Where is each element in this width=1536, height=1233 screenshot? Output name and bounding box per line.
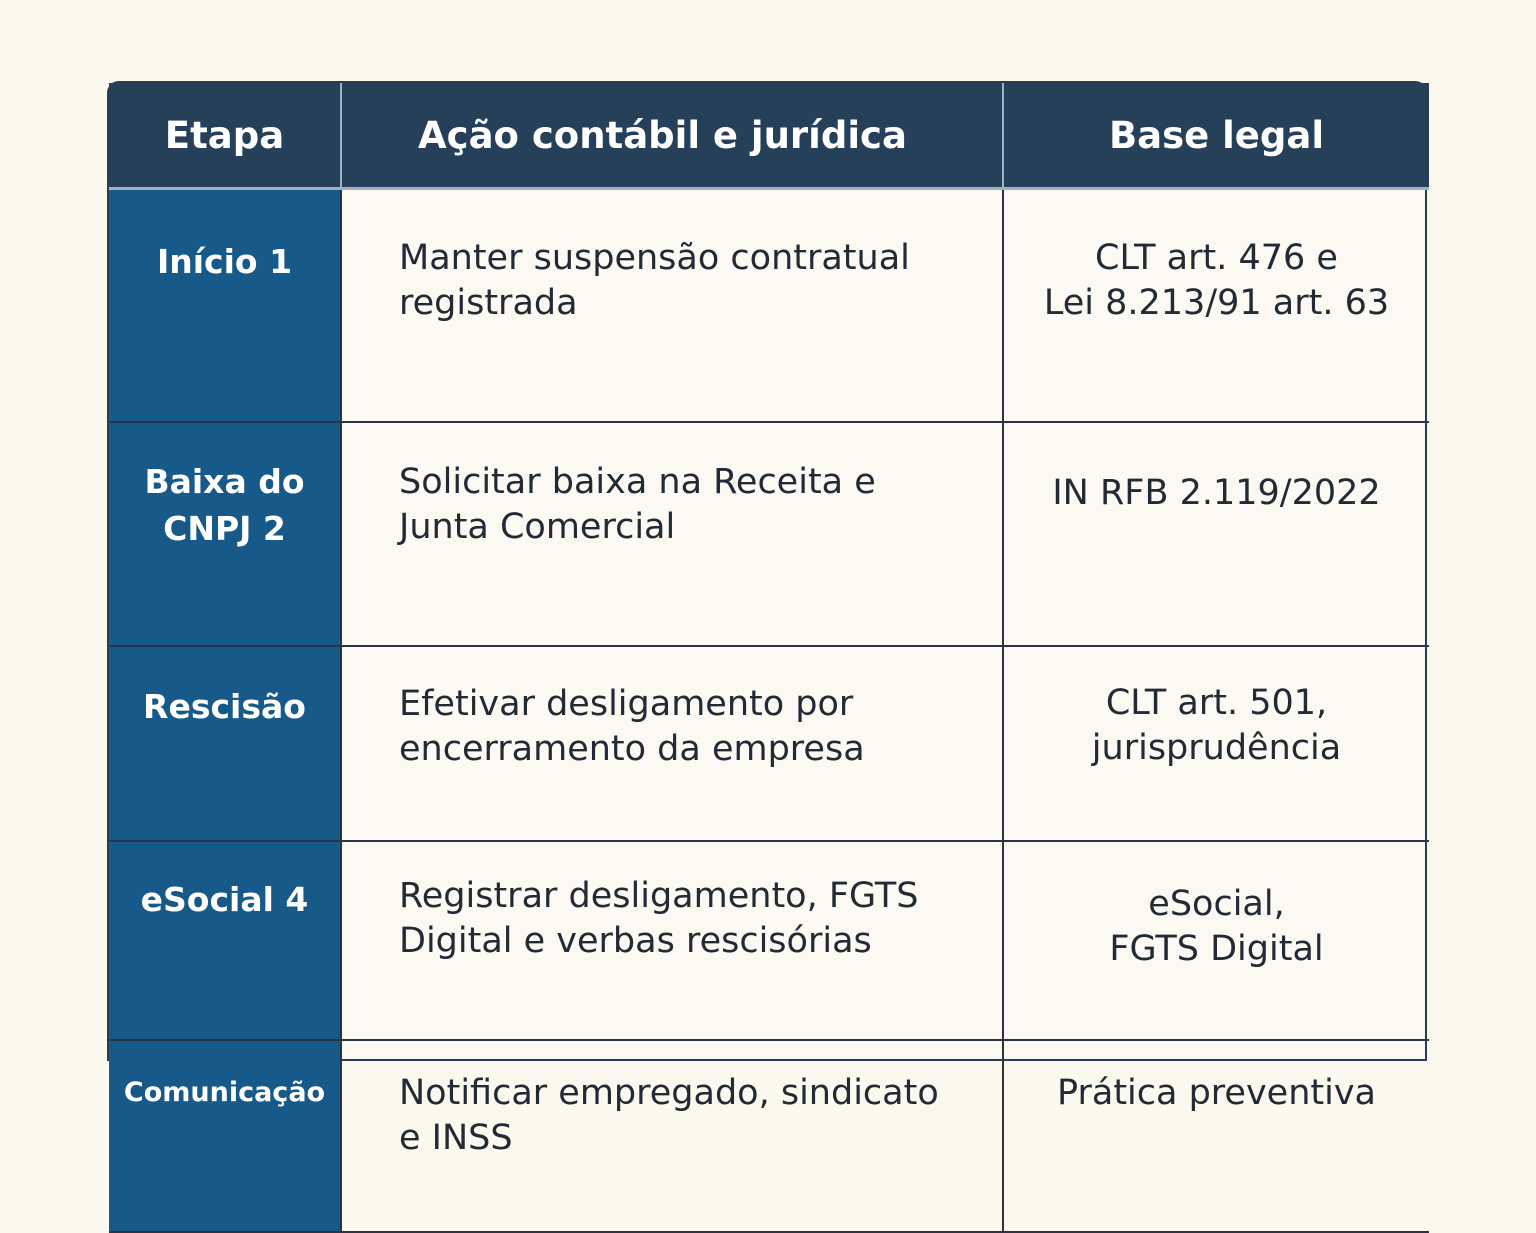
header-acao: Ação contábil e jurídica — [341, 83, 1003, 189]
legal-steps-table-container — [107, 81, 1427, 1158]
etapa-text: Início 1 — [156, 242, 293, 281]
table-row — [109, 189, 1429, 423]
table-row — [109, 1040, 1429, 1232]
etapa-cell — [109, 1040, 341, 1232]
header-etapa: Etapa — [109, 83, 341, 189]
base-legal-cell — [1003, 189, 1429, 423]
table-row — [109, 841, 1429, 1040]
acao-cell — [341, 189, 1003, 423]
etapa-cell — [109, 646, 341, 841]
acao-text: Junta Comercial — [399, 507, 676, 547]
etapa-text: CNPJ 2 — [163, 509, 286, 548]
etapa-text: Baixa do — [144, 462, 305, 501]
header-base-legal: Base legal — [1003, 83, 1429, 189]
acao-cell — [341, 1040, 1003, 1232]
legal-steps-table — [109, 83, 1429, 1233]
acao-text: Digital e verbas rescisórias — [399, 921, 872, 961]
acao-text: Notificar empregado, sindicato — [399, 1073, 939, 1113]
acao-text: Manter suspensão contratual — [399, 238, 910, 278]
base-legal-text: FGTS Digital — [1109, 929, 1324, 969]
base-legal-text: Lei 8.213/91 art. 63 — [1043, 283, 1390, 323]
acao-text: e INSS — [399, 1118, 513, 1158]
base-legal-text: CLT art. 501, — [1105, 683, 1328, 723]
acao-text: Registrar desligamento, FGTS — [399, 876, 919, 916]
base-legal-text: CLT art. 476 e — [1095, 238, 1338, 278]
base-legal-cell — [1003, 422, 1429, 646]
base-legal-cell — [1003, 646, 1429, 841]
base-legal-text: Prática preventiva — [1057, 1073, 1376, 1113]
base-legal-cell — [1003, 1040, 1429, 1232]
base-legal-text: eSocial, — [1148, 884, 1285, 924]
base-legal-text: IN RFB 2.119/2022 — [1052, 473, 1381, 513]
acao-cell — [341, 841, 1003, 1040]
table-row — [109, 422, 1429, 646]
acao-text: Efetivar desligamento por — [399, 684, 854, 724]
etapa-text: eSocial 4 — [140, 880, 309, 919]
etapa-cell — [109, 422, 341, 646]
table-body — [109, 189, 1429, 1233]
acao-text: registrada — [399, 283, 578, 323]
acao-text: encerramento da empresa — [399, 729, 865, 769]
table-row — [109, 646, 1429, 841]
acao-text: Solicitar baixa na Receita e — [399, 462, 876, 502]
acao-cell — [341, 422, 1003, 646]
etapa-cell — [109, 841, 341, 1040]
acao-cell — [341, 646, 1003, 841]
header-row — [109, 83, 1429, 189]
base-legal-cell — [1003, 841, 1429, 1040]
base-legal-text: jurisprudência — [1091, 728, 1342, 768]
etapa-text: Comunicação — [123, 1077, 326, 1108]
etapa-text: Rescisão — [143, 687, 306, 726]
etapa-cell — [109, 189, 341, 423]
table-header — [109, 83, 1429, 189]
